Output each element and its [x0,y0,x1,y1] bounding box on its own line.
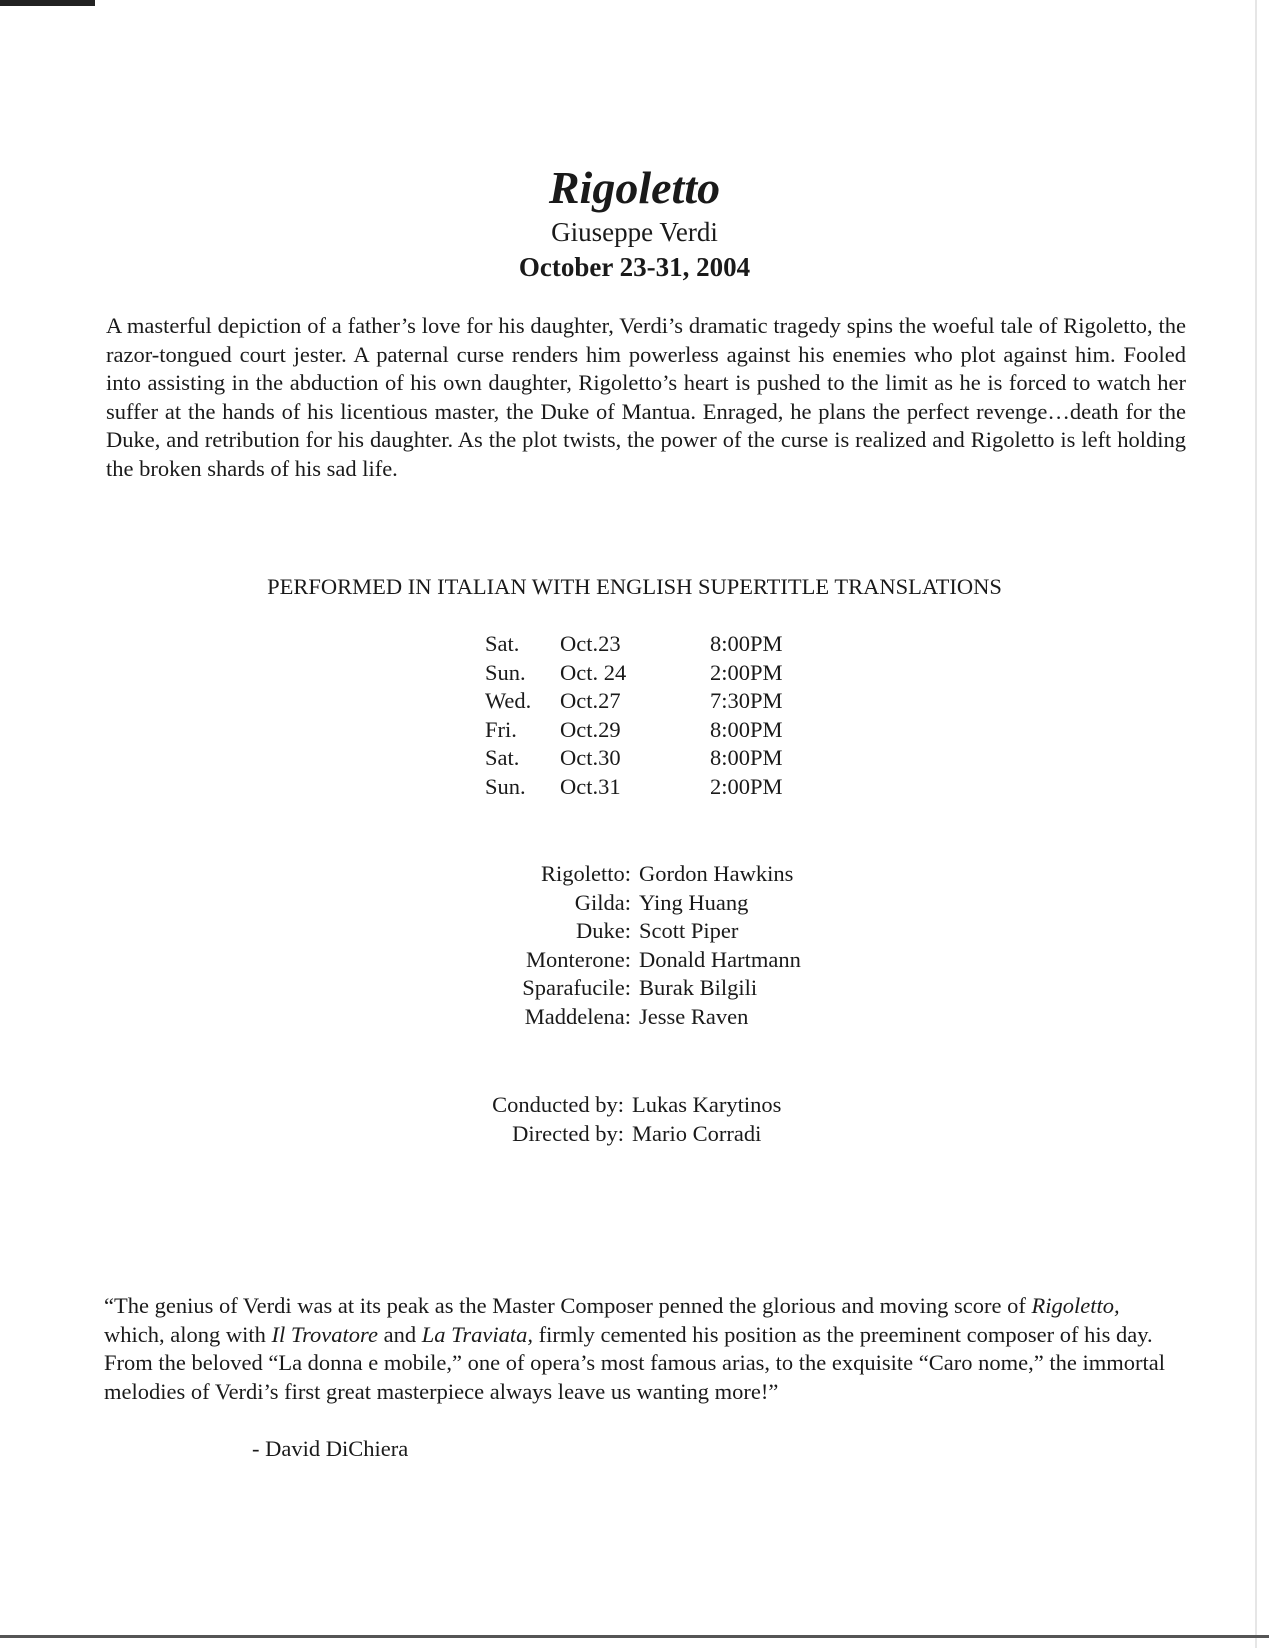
cast-row [0,889,1269,918]
cast-name: Gordon Hawkins [639,861,794,886]
opera-title: Rigoletto [548,162,721,213]
cast-role: Duke: [576,918,631,944]
cast-row [0,917,1269,946]
cast-row [0,946,1269,975]
schedule-date: Oct.29 [560,716,621,742]
cast-role: Rigoletto: [541,861,631,886]
credit-role: Directed by: [512,1120,624,1146]
cast-role: Sparafucile: [522,975,631,1001]
quote-text: “The genius of Verdi was at its peak as the Master Composer penned the glorious and moving score of [104,1293,1032,1318]
schedule-row [485,630,800,659]
cast-name: Donald Hartmann [639,946,801,972]
schedule-day: Sun. [485,773,526,799]
schedule-time: 8:00PM [710,631,783,656]
cast-role: Gilda: [574,889,631,915]
cast-row [0,860,1269,889]
schedule-row [485,659,800,688]
quote-text: and [377,1321,422,1347]
synopsis-paragraph: A masterful depiction of a father’s love for his daughter, Verdi’s dramatic tragedy spins the woeful tale of Rigoletto, the razor-tongued court jester. A paternal curse renders him powerless against his enemies who plot against him. Fooled into assisting in the abduction of his own daughter, Rigoletto’s heart is pushed to the limit as he is forced to watch her suffer at the hands of his licentious master, the Duke of Mantua. Enraged, he plans the perfect revenge…death for the Duke, and retribution for his daughter. As the plot twists, the power of the curse is realized and Rigoletto is left holding the broken shards of his sad life. [106,313,1186,481]
schedule-time: 8:00PM [710,716,783,742]
quote-title-la-traviata: La Traviata, [421,1321,533,1347]
schedule-day: Wed. [485,688,532,714]
cast-name: Burak Bilgili [639,975,758,1001]
schedule-day: Sat. [485,745,520,771]
schedule-row [485,687,800,716]
cast-role: Maddelena: [524,1003,631,1029]
credit-name: Mario Corradi [632,1120,762,1146]
performance-dates: October 23-31, 2004 [518,252,751,282]
cast-name: Ying Huang [639,889,749,915]
schedule-date: Oct.27 [560,688,621,714]
schedule-date: Oct. 24 [560,659,627,685]
quote-text: firmly cemented his position as the preeminent composer of his day. From the beloved “La donna e mobile,” one of opera’s most famous arias, to the exquisite “Caro nome,” the immortal melodies of Verdi’s first great masterpiece always leave us wanting more!” [104,1321,1165,1404]
composer-name: Giuseppe Verdi [551,217,718,247]
quote-attribution: - David DiChiera [252,1436,409,1461]
scan-mark [0,0,95,6]
cast-name: Jesse Raven [639,1003,749,1029]
credit-role: Conducted by: [492,1092,624,1117]
quote-title-il-trovatore: Il Trovatore [271,1321,378,1347]
credit-row [0,1120,1269,1149]
cast-role: Monterone: [526,946,631,972]
schedule-row [485,716,800,745]
cast-row [0,1003,1269,1032]
language-note: PERFORMED IN ITALIAN WITH ENGLISH SUPERTITLE TRANSLATIONS [267,574,1002,599]
quote-title-rigoletto: Rigoletto, [1031,1293,1120,1318]
schedule-time: 2:00PM [710,659,783,685]
credit-name: Lukas Karytinos [632,1092,782,1117]
schedule-time: 8:00PM [710,745,783,771]
schedule-row [485,744,800,773]
schedule-time: 2:00PM [710,773,783,799]
schedule-day: Fri. [485,716,517,742]
cast-name: Scott Piper [639,918,739,944]
quote-text: which, along with [104,1321,272,1347]
schedule-day: Sat. [485,631,520,656]
scan-edge-bottom [0,1635,1269,1638]
schedule-date: Oct.31 [560,773,621,799]
schedule-date: Oct.30 [560,745,621,771]
schedule-day: Sun. [485,659,526,685]
schedule-row [485,773,800,802]
pull-quote [104,1292,1184,1406]
schedule-date: Oct.23 [560,631,621,656]
cast-row [0,974,1269,1003]
performance-schedule [485,630,800,802]
credit-row [0,1091,1269,1120]
production-credits [0,1091,1269,1148]
schedule-time: 7:30PM [710,688,783,714]
cast-list [0,860,1269,1032]
